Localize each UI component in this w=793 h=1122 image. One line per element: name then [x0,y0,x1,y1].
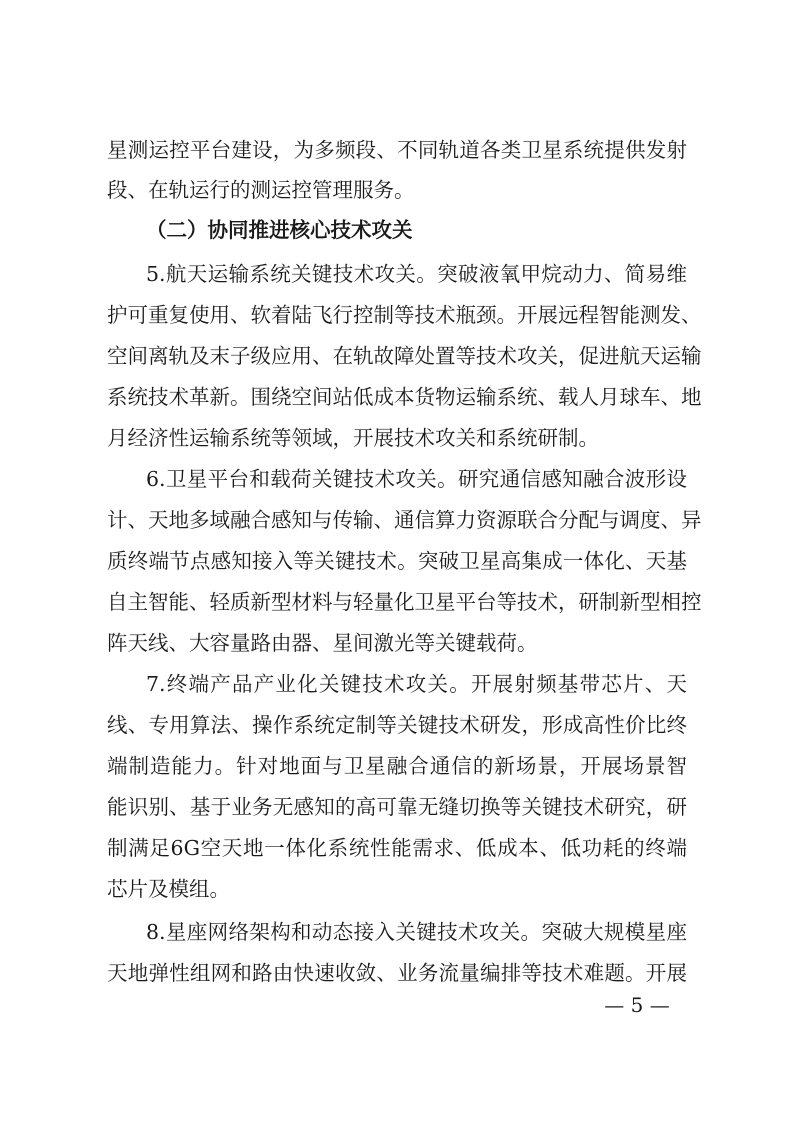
body-text-line: 制满足6G空天地一体化系统性能需求、低成本、低功耗的终端 [107,836,687,860]
body-text-line: 质终端节点感知接入等关键技术。突破卫星高集成一体化、天基 [107,549,687,573]
paragraph-item-7-title-line: 7.终端产品产业化关键技术攻关。开展射频基带芯片、天 [146,672,687,696]
paragraph-item-5-title-line: 5.航天运输系统关键技术攻关。突破液氧甲烷动力、简易维 [146,262,687,286]
body-text-line: 天地弹性组网和路由快速收敛、业务流量编排等技术难题。开展 [107,961,687,985]
body-text-line: 段、在轨运行的测运控管理服务。 [107,178,415,202]
body-text-line: 自主智能、轻质新型材料与轻量化卫星平台等技术，研制新型相控 [107,590,702,614]
body-text-line: 系统技术革新。围绕空间站低成本货物运输系统、载人月球车、地 [107,385,702,409]
section-heading: （二）协同推进核心技术攻关 [146,218,413,242]
body-text-line: 端制造能力。针对地面与卫星融合通信的新场景，开展场景智 [107,754,687,778]
body-text-line: 线、专用算法、操作系统定制等关键技术研发，形成高性价比终 [107,713,687,737]
body-text-line: 阵天线、大容量路由器、星间激光等关键载荷。 [107,631,538,655]
body-text-line: 能识别、基于业务无感知的高可靠无缝切换等关键技术研究，研 [107,795,687,819]
body-text-line: 星测运控平台建设，为多频段、不同轨道各类卫星系统提供发射 [107,138,687,162]
page-number: — 5 — [604,993,670,1017]
body-text-line: 计、天地多域融合感知与传输、通信算力资源联合分配与调度、异 [107,508,702,532]
body-text-line: 空间离轨及末子级应用、在轨故障处置等技术攻关，促进航天运输 [107,344,702,368]
body-text-line: 月经济性运输系统等领域，开展技术攻关和系统研制。 [107,426,599,450]
paragraph-item-6-title-line: 6.卫星平台和载荷关键技术攻关。研究通信感知融合波形设 [146,467,687,491]
body-text-line: 护可重复使用、软着陆飞行控制等技术瓶颈。开展远程智能测发、 [107,303,702,327]
paragraph-item-8-title-line: 8.星座网络架构和动态接入关键技术攻关。突破大规模星座 [146,920,687,944]
body-text-line: 芯片及模组。 [107,877,230,901]
